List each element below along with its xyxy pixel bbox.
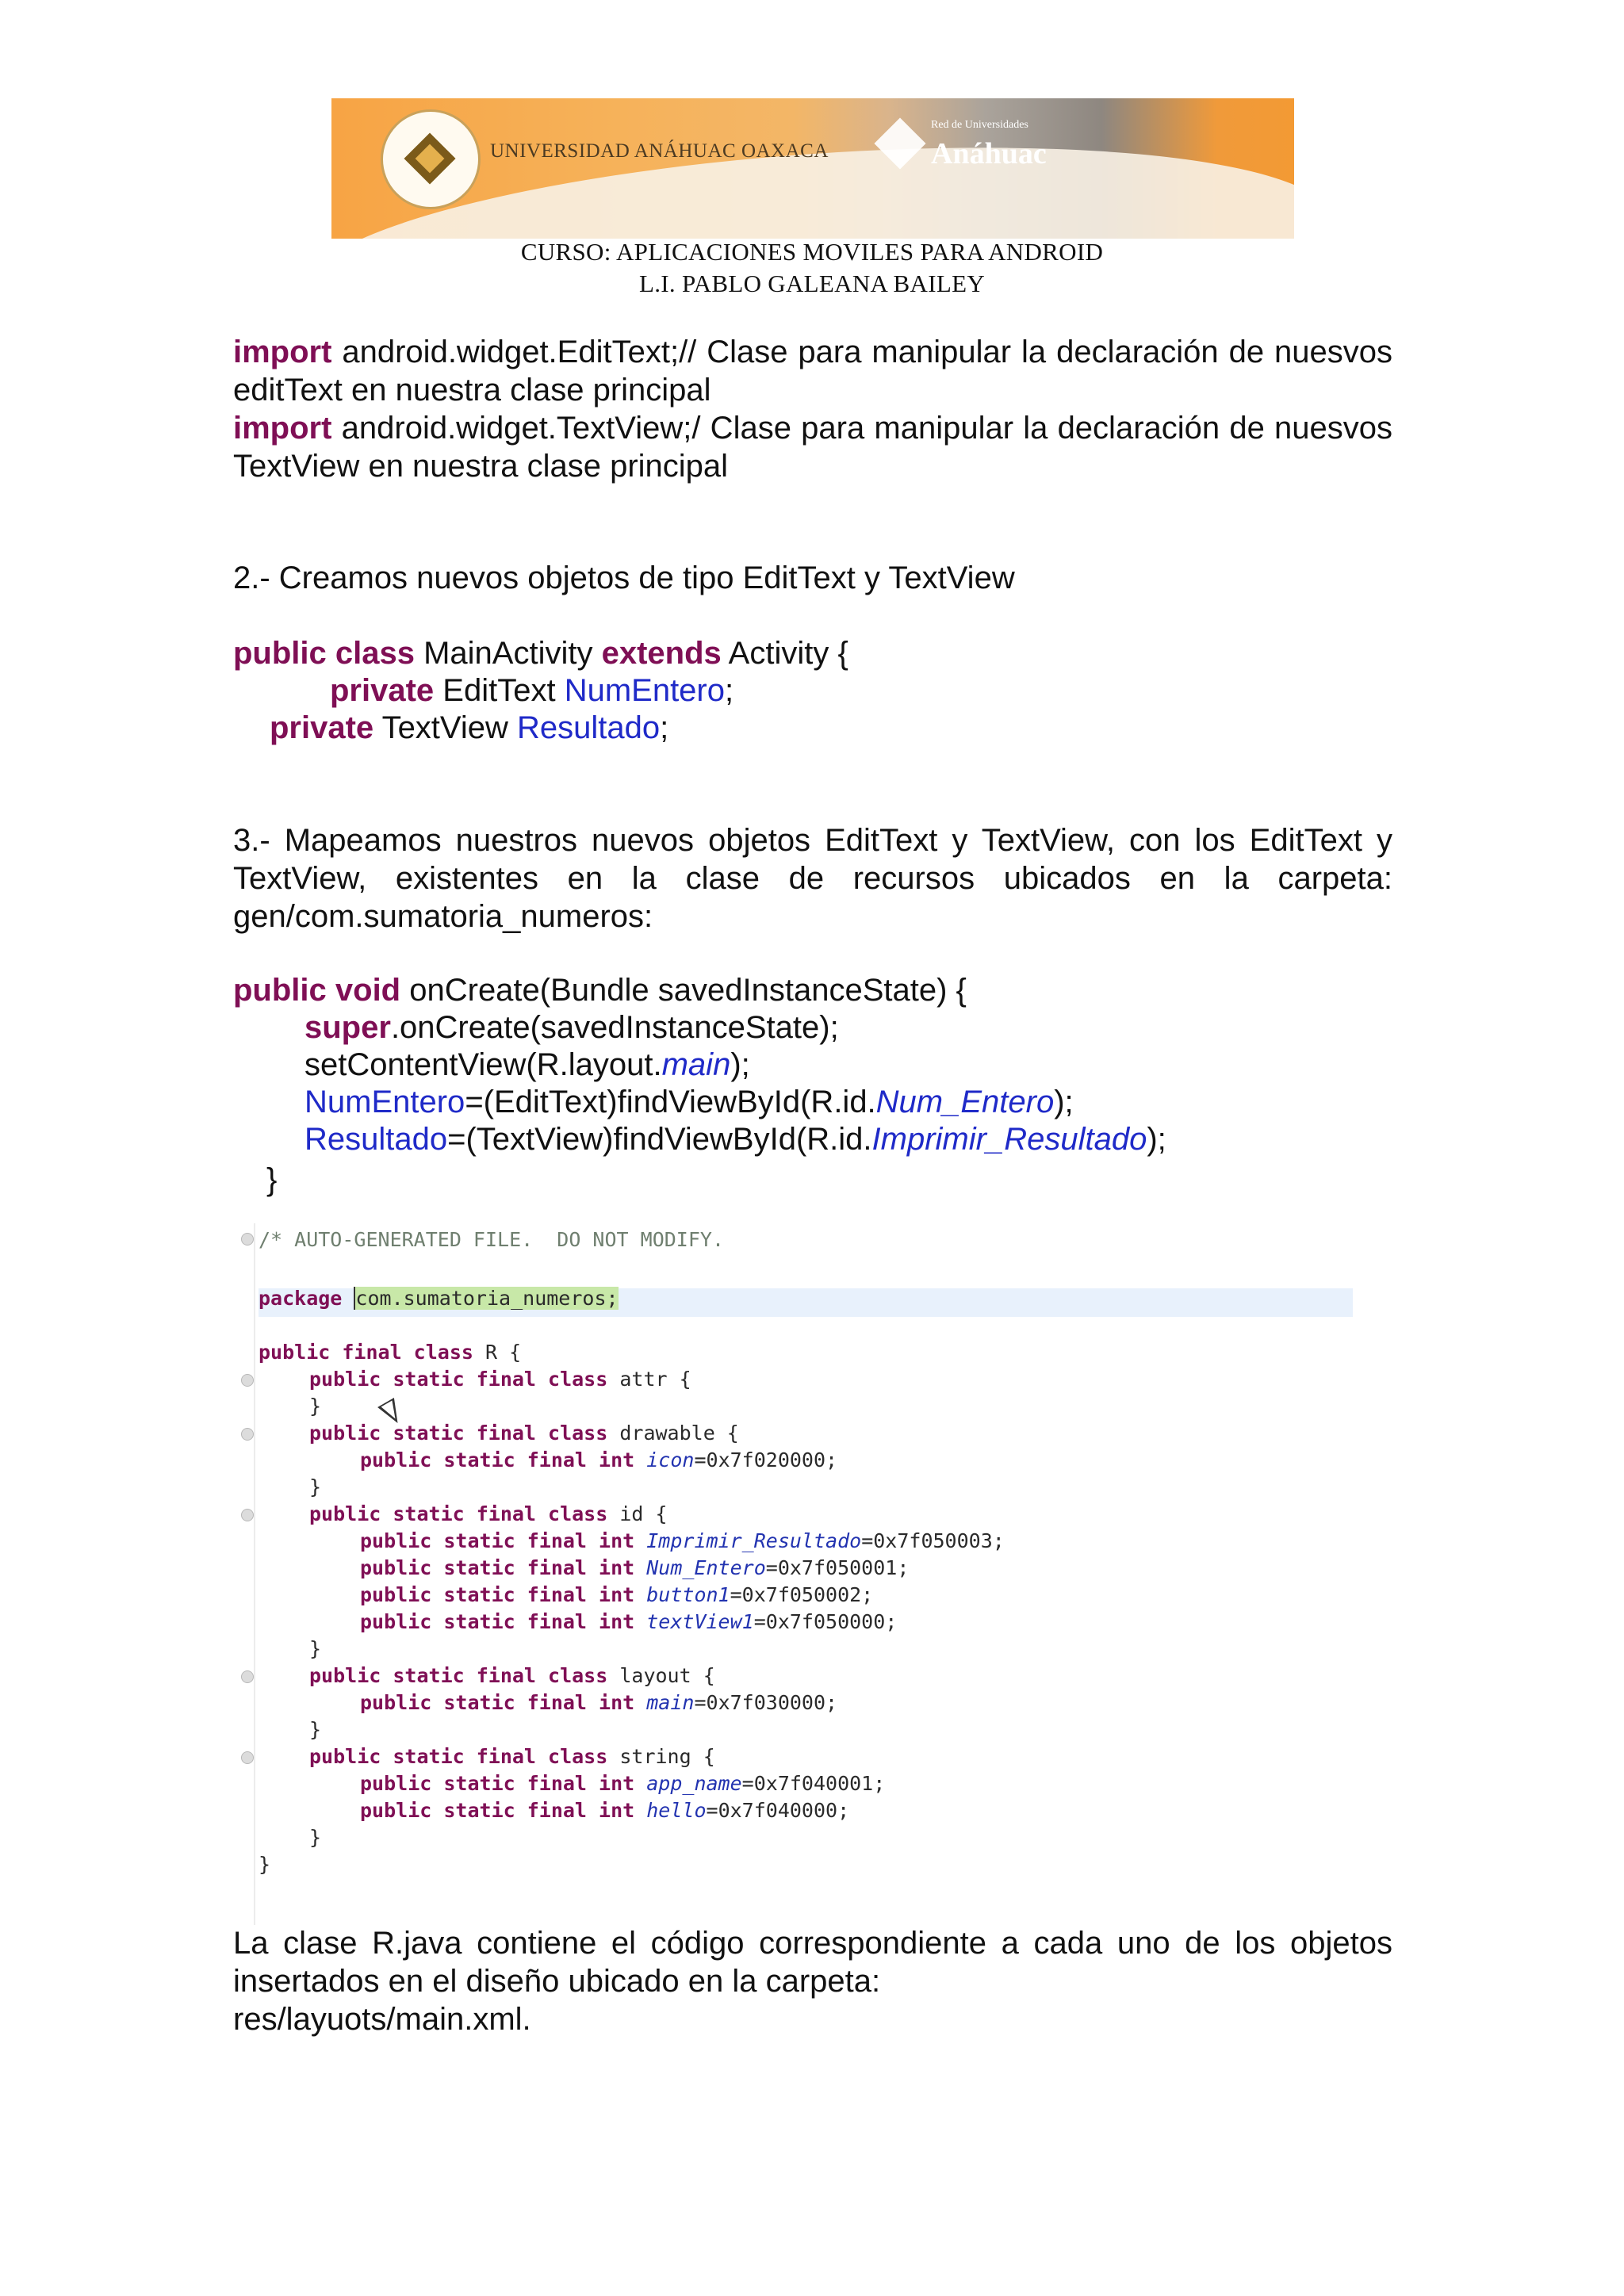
kw-super: super <box>304 1010 391 1045</box>
code-package <box>259 1287 619 1310</box>
field-name: Resultado <box>517 710 661 745</box>
code-brace: } <box>309 1718 322 1741</box>
anahuac-logo-icon <box>874 117 925 169</box>
layout-ref: main <box>661 1047 731 1082</box>
import-text: android.widget.EditText;// Clase para manipular la declaración de nuesvos editText en nuestra clase principal <box>233 335 1392 408</box>
class-name: id { <box>607 1502 668 1525</box>
import-keyword: import <box>233 411 332 446</box>
class-declaration <box>233 634 1392 672</box>
kw: public static final int <box>360 1610 635 1633</box>
field-value: =0x7f050000; <box>753 1610 898 1633</box>
kw: public static final class <box>309 1422 608 1445</box>
code-string-field <box>360 1772 885 1795</box>
collapse-icon[interactable] <box>241 1509 254 1521</box>
code-brace: } <box>309 1637 322 1660</box>
anahuac-network-logo <box>882 108 1056 186</box>
class-name: MainActivity <box>414 636 602 671</box>
class-name: string { <box>607 1745 715 1768</box>
editor-gutter <box>254 1223 255 1925</box>
code-text: ); <box>1147 1122 1166 1157</box>
brand-name: Anáhuac <box>931 137 1047 170</box>
code-id-field <box>360 1529 1005 1552</box>
kw-public-void: public void <box>233 973 401 1008</box>
kw: public static final int <box>360 1691 635 1714</box>
kw: public static final class <box>309 1664 608 1687</box>
field-name: main <box>646 1691 695 1714</box>
field-value: =0x7f050002; <box>730 1583 874 1606</box>
import-keyword: import <box>233 335 332 369</box>
collapse-icon[interactable] <box>241 1751 254 1764</box>
collapse-icon[interactable] <box>241 1374 254 1387</box>
course-title: CURSO: APLICACIONES MOVILES PARA ANDROID <box>520 238 1104 266</box>
kw: public static final int <box>360 1448 635 1471</box>
code-text: .onCreate(savedInstanceState); <box>390 1010 839 1045</box>
field-name: textView1 <box>646 1610 754 1633</box>
code-brace: } <box>259 1853 271 1876</box>
oncreate-close-brace: } <box>266 1162 278 1197</box>
code-comment <box>259 1228 724 1251</box>
package-name: com.sumatoria_numeros; <box>355 1287 619 1310</box>
code-brace: } <box>309 1395 322 1418</box>
oncreate-line-setcontentview <box>304 1046 1464 1084</box>
field-name: app_name <box>646 1772 742 1795</box>
step-2-heading: 2.- Creamos nuevos objetos de tipo EditText y TextView <box>233 561 1015 595</box>
code-text: ); <box>1054 1085 1074 1119</box>
code-icon-field <box>360 1448 837 1471</box>
collapse-icon[interactable] <box>241 1670 254 1683</box>
step-3-paragraph: 3.- Mapeamos nuestros nuevos objetos EditText y TextView, con los EditText y TextView, existentes en la clase de recursos ubicados en la carpeta: gen/com.sumatoria_numeros: <box>233 823 1392 934</box>
code-id-field <box>360 1556 909 1579</box>
kw: public static final int <box>360 1772 635 1795</box>
field-ref: Resultado <box>304 1122 448 1157</box>
field-name: hello <box>646 1799 707 1822</box>
kw: public static final class <box>309 1368 608 1391</box>
teacher-name: L.I. PABLO GALEANA BAILEY <box>638 270 986 297</box>
class-name: attr { <box>607 1368 691 1391</box>
id-ref: Num_Entero <box>875 1085 1055 1119</box>
semicolon: ; <box>660 710 669 745</box>
kw: public static final class <box>309 1745 608 1768</box>
class-name: R { <box>473 1341 522 1364</box>
collapse-icon[interactable] <box>241 1428 254 1441</box>
oncreate-signature <box>233 971 1392 1009</box>
import-textview <box>233 409 1392 485</box>
code-string <box>309 1745 715 1768</box>
kw: public static final int <box>360 1583 635 1606</box>
code-string-field <box>360 1799 849 1822</box>
field-name: Num_Entero <box>646 1556 766 1579</box>
kw-class: public final class <box>259 1341 473 1364</box>
code-layout-field <box>360 1691 837 1714</box>
header-banner <box>331 98 1294 239</box>
kw-private: private <box>270 710 374 745</box>
class-name: layout { <box>607 1664 715 1687</box>
field-name: NumEntero <box>564 673 725 708</box>
kw: public static final int <box>360 1799 635 1822</box>
kw-private: private <box>330 673 435 708</box>
field-value: =0x7f040001; <box>741 1772 886 1795</box>
rjava-screenshot <box>235 1223 1123 1925</box>
code-layout <box>309 1664 715 1687</box>
field-type: TextView <box>373 710 518 745</box>
field-value: =0x7f050003; <box>861 1529 1005 1552</box>
network-label: Red de Universidades <box>931 119 1028 131</box>
oncreate-line-numentero <box>304 1083 1464 1121</box>
comment-text: /* AUTO-GENERATED FILE. DO NOT MODIFY. <box>259 1228 724 1251</box>
field-name: icon <box>646 1448 695 1471</box>
kw: public static final class <box>309 1502 608 1525</box>
code-drawable <box>309 1422 739 1445</box>
closing-paragraph: La clase R.java contiene el código correspondiente a cada uno de los objetos insertados en el diseño ubicado en la carpeta: <box>233 1926 1392 1999</box>
code-attr <box>309 1368 691 1391</box>
expand-icon[interactable] <box>241 1233 254 1246</box>
import-text: android.widget.TextView;/ Clase para manipular la declaración de nuesvos TextView en nuestra clase principal <box>233 411 1392 484</box>
oncreate-line-super <box>304 1008 1464 1047</box>
closing-path: res/layuots/main.xml. <box>233 2002 531 2037</box>
code-text: ); <box>730 1047 750 1082</box>
field-name: Imprimir_Resultado <box>646 1529 862 1552</box>
code-id-field <box>360 1610 897 1633</box>
field-ref: NumEntero <box>304 1085 465 1119</box>
code-text: =(EditText)findViewById(R.id. <box>465 1085 876 1119</box>
field-value: =0x7f040000; <box>706 1799 850 1822</box>
class-parent: Activity { <box>721 636 848 671</box>
code-id <box>309 1502 668 1525</box>
semicolon: ; <box>725 673 734 708</box>
field-name: button1 <box>646 1583 730 1606</box>
kw: public static final int <box>360 1529 635 1552</box>
field-value: =0x7f050001; <box>765 1556 910 1579</box>
code-brace: } <box>309 1475 322 1498</box>
kw: public static final int <box>360 1556 635 1579</box>
field-type: EditText <box>434 673 565 708</box>
kw-package: package <box>259 1287 343 1310</box>
code-text: setContentView(R.layout. <box>304 1047 662 1082</box>
oncreate-line-resultado <box>304 1120 1464 1158</box>
code-text: =(TextView)findViewById(R.id. <box>447 1122 872 1157</box>
field-value: =0x7f020000; <box>694 1448 838 1471</box>
university-seal-icon <box>381 109 481 209</box>
field-numentero <box>330 672 1489 710</box>
field-value: =0x7f030000; <box>694 1691 838 1714</box>
code-class-r <box>259 1341 521 1364</box>
kw-extends: extends <box>601 636 722 671</box>
method-signature: onCreate(Bundle savedInstanceState) { <box>400 973 967 1008</box>
field-resultado <box>270 709 1429 747</box>
code-brace: } <box>309 1826 322 1849</box>
kw-public-class: public class <box>233 636 415 671</box>
class-name: drawable { <box>607 1422 739 1445</box>
code-id-field <box>360 1583 873 1606</box>
id-ref: Imprimir_Resultado <box>871 1122 1147 1157</box>
university-name: UNIVERSIDAD ANÁHUAC OAXACA <box>490 140 829 162</box>
import-edittext <box>233 333 1392 409</box>
